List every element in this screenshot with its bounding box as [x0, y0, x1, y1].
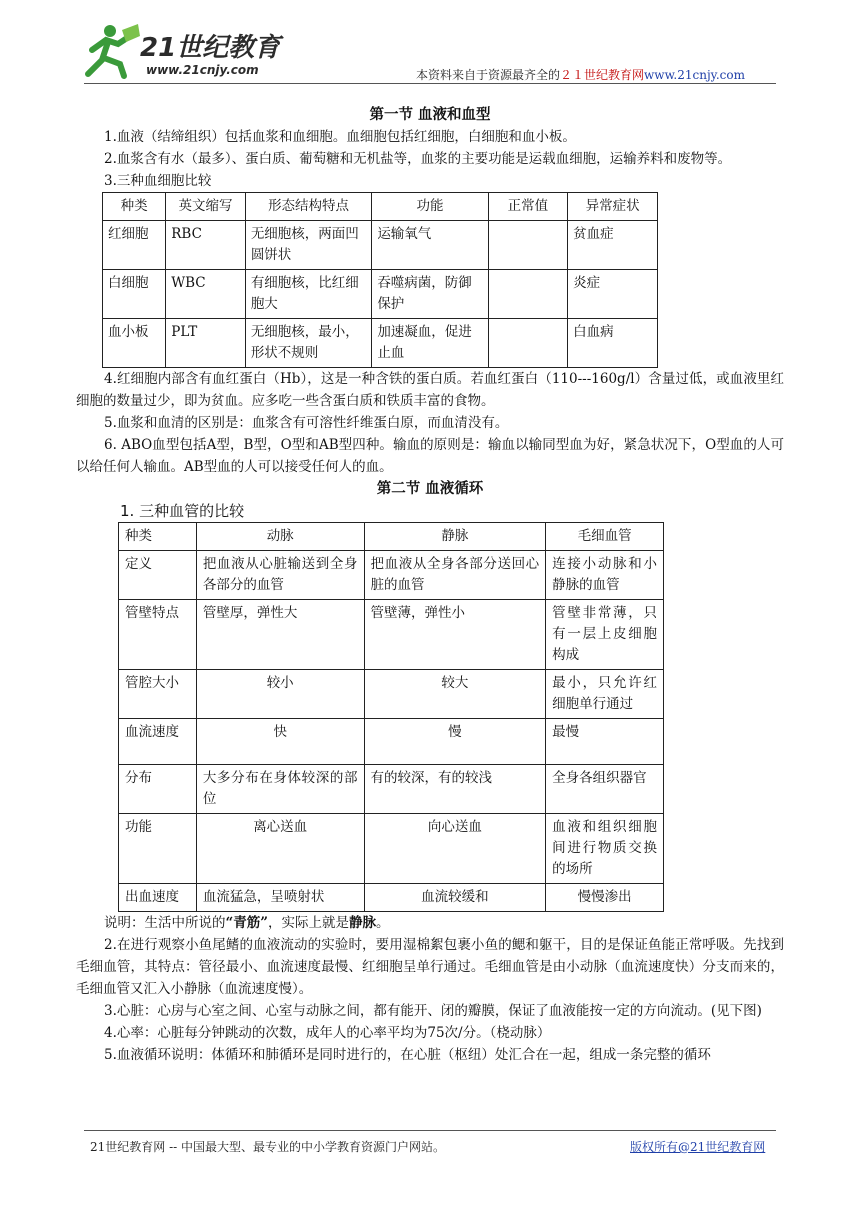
table-cell: 分布: [119, 765, 197, 814]
table-cell: 加速凝血，促进止血: [372, 319, 488, 368]
note-highlight-qingjin: “青筋”: [225, 915, 269, 931]
section2-title: 第二节 血液循环: [376, 480, 484, 497]
table-cell: 血小板: [103, 319, 166, 368]
header-divider: [84, 83, 776, 84]
section2-paragraph-2: 2.在进行观察小鱼尾鳍的血液流动的实验时，要用湿棉絮包裹小鱼的鳃和躯干，目的是保证鱼能正常呼吸。先找到毛细血管，其特点：管径最小、血流速度最慢、红细胞呈单行通过。毛细血管是由小动脉（血流速度快）分支而来的，毛细血管又汇入小静脉（血流速度慢）。: [76, 937, 784, 997]
table-cell: 血流猛急，呈喷射状: [196, 884, 364, 912]
table-cell: 离心送血: [196, 814, 364, 884]
table-cell: 白血病: [568, 319, 658, 368]
section2-note: [76, 912, 784, 934]
header-site-link[interactable]: ２１世纪教育网: [560, 68, 645, 82]
table-cell: 向心送血: [364, 814, 546, 884]
table-cell: 功能: [119, 814, 197, 884]
header-url-link[interactable]: www.21cnjy.com: [644, 68, 745, 82]
section1-paragraph-4: 4.红细胞内部含有血红蛋白（Hb），这是一种含铁的蛋白质。若血红蛋白（110---160g/l）含量过低，或血液里红细胞的数量过少，即为贫血。应多吃一些含蛋白质和铁质丰富的食物。: [76, 371, 784, 409]
table-cell: 有的较深，有的较浅: [364, 765, 546, 814]
table-cell: 运输氧气: [372, 221, 488, 270]
table-cell: 血流较缓和: [364, 884, 546, 912]
table-cell: 最慢: [546, 719, 664, 765]
table-header-cell: 形态结构特点: [245, 193, 372, 221]
header-source: [416, 66, 745, 83]
footer-slogan: 21世纪教育网 -- 中国最大型、最专业的中小学教育资源门户网站。: [90, 1140, 446, 1154]
section2-paragraph-4: 4.心率：心脏每分钟跳动的次数，成年人的心率平均为75次/分。（桡动脉）: [104, 1025, 551, 1041]
footer-copyright-link[interactable]: 版权所有@21世纪教育网: [630, 1140, 766, 1154]
table-cell: [488, 270, 568, 319]
table-cell: WBC: [166, 270, 246, 319]
table-row: [119, 765, 664, 814]
table-cell: [488, 221, 568, 270]
table-cell: 管壁薄，弹性小: [364, 600, 546, 670]
note-middle: ，实际上就是: [268, 915, 350, 931]
note-prefix: 说明：生活中所说的: [104, 915, 226, 931]
table-cell: 最小，只允许红细胞单行通过: [546, 670, 664, 719]
table-header-cell: 功能: [372, 193, 488, 221]
table-cell: 把血液从全身各部分送回心脏的血管: [364, 551, 546, 600]
table-cell: 把血液从心脏输送到全身各部分的血管: [196, 551, 364, 600]
table-header-cell: 英文缩写: [166, 193, 246, 221]
table-row: [119, 600, 664, 670]
section1-paragraph-5: 5.血浆和血清的区别是：血浆含有可溶性纤维蛋白原，而血清没有。: [104, 415, 509, 431]
table-cell: 定义: [119, 551, 197, 600]
table-cell: 全身各组织器官: [546, 765, 664, 814]
vessel-table: [118, 522, 664, 912]
table-cell: 大多分布在身体较深的部位: [196, 765, 364, 814]
table-row: [103, 270, 658, 319]
table-row: [103, 319, 658, 368]
table-cell: 贫血症: [568, 221, 658, 270]
table-header-cell: 异常症状: [568, 193, 658, 221]
header-source-prefix: 本资料来自于资源最齐全的: [416, 68, 561, 82]
table-cell: 慢慢渗出: [546, 884, 664, 912]
section1-paragraph-2: 2.血浆含有水（最多）、蛋白质、葡萄糖和无机盐等，血浆的主要功能是运载血细胞，运输养料和废物等。: [104, 151, 732, 167]
section1-title: 第一节 血液和血型: [369, 106, 491, 123]
table-cell: 无细胞核，两面凹圆饼状: [245, 221, 372, 270]
section1-paragraph-6: 6. ABO血型包括A型，B型，O型和AB型四种。输血的原则是：输血以输同型血为好，紧急状况下，O型血的人可以给任何人输血。AB型血的人可以接受任何人的血。: [76, 437, 784, 475]
table-cell: 较小: [196, 670, 364, 719]
runner-icon: [88, 24, 140, 76]
logo-text: 21世纪教育: [140, 33, 281, 63]
table-row: [119, 670, 664, 719]
table-cell: 快: [196, 719, 364, 765]
table-cell: 炎症: [568, 270, 658, 319]
table-cell: 连接小动脉和小静脉的血管: [546, 551, 664, 600]
blood-cell-table-caption: 3.三种血细胞比较: [104, 173, 212, 189]
table-row: [119, 814, 664, 884]
note-highlight-vein: 静脉: [349, 915, 377, 931]
table-header-cell: 静脉: [364, 523, 546, 551]
table-row: [119, 551, 664, 600]
table-cell: 红细胞: [103, 221, 166, 270]
table-header-cell: 毛细血管: [546, 523, 664, 551]
table-header-cell: 种类: [119, 523, 197, 551]
table-cell: 管壁非常薄，只有一层上皮细胞构成: [546, 600, 664, 670]
table-header-cell: 动脉: [196, 523, 364, 551]
table-cell: 无细胞核，最小，形状不规则: [245, 319, 372, 368]
table-cell: 慢: [364, 719, 546, 765]
section2-paragraph-5: 5.血液循环说明：体循环和肺循环是同时进行的，在心脏（枢纽）处汇合在一起，组成一条完整的循环: [104, 1047, 711, 1063]
vessel-table-caption: 1. 三种血管的比较: [120, 502, 245, 520]
table-cell: 白细胞: [103, 270, 166, 319]
table-header-cell: 正常值: [488, 193, 568, 221]
table-header-cell: 种类: [103, 193, 166, 221]
table-row: [119, 884, 664, 912]
table-cell: [488, 319, 568, 368]
table-header-row: [103, 193, 658, 221]
footer-divider: [84, 1130, 776, 1131]
table-row: [103, 221, 658, 270]
logo-url: www.21cnjy.com: [146, 63, 259, 77]
section1-paragraph-1: 1.血液（结缔组织）包括血浆和血细胞。血细胞包括红细胞，白细胞和血小板。: [104, 129, 576, 145]
table-cell: 出血速度: [119, 884, 197, 912]
table-cell: PLT: [166, 319, 246, 368]
table-cell: 血流速度: [119, 719, 197, 765]
blood-cell-table: [102, 192, 658, 368]
table-cell: 吞噬病菌，防御保护: [372, 270, 488, 319]
table-row: [119, 719, 664, 765]
table-cell: 较大: [364, 670, 546, 719]
table-cell: 管壁特点: [119, 600, 197, 670]
table-cell: RBC: [166, 221, 246, 270]
site-logo: [84, 22, 284, 80]
document-body: [76, 104, 784, 1066]
table-header-row: [119, 523, 664, 551]
section2-paragraph-3: 3.心脏：心房与心室之间、心室与动脉之间，都有能开、闭的瓣膜，保证了血液能按一定的方向流动。(见下图): [104, 1003, 762, 1019]
note-suffix: 。: [376, 915, 390, 931]
table-cell: 有细胞核，比红细胞大: [245, 270, 372, 319]
table-cell: 管腔大小: [119, 670, 197, 719]
table-cell: 管壁厚，弹性大: [196, 600, 364, 670]
table-cell: 血液和组织细胞间进行物质交换的场所: [546, 814, 664, 884]
